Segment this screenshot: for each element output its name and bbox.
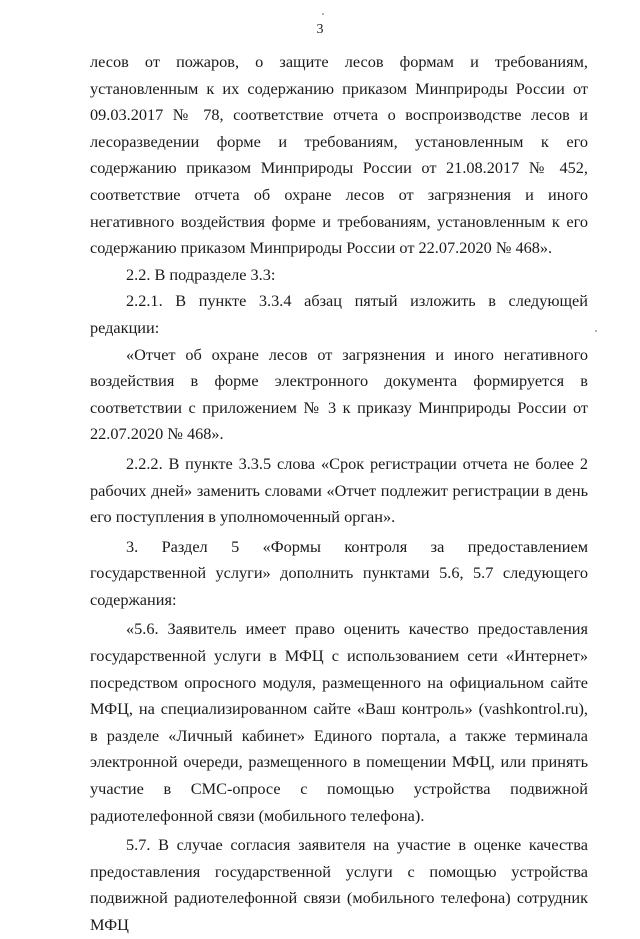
paragraph-2-2-1: 2.2.1. В пункте 3.3.4 абзац пятый изложить в следующей редакции: <box>90 291 588 337</box>
paragraph-continuation: лесов от пожаров, о защите лесов формам и требованиям, установленным к их содержанию приказом Минприроды России от 09.03.2017 № 78, соответствие отчета о воспроизводстве лесов и лесоразведении форме и требованиям, установленным к его содержанию приказом Минприроды России от 21.08.2017 № 452, соответствие отчета об охране лесов от загрязнения и иного негативного воздействия форме и требованиям, установленным к его содержанию приказом Минприроды России от 22.07.2020 № 468». <box>90 52 588 258</box>
scan-speck <box>595 330 597 332</box>
page-number: 3 <box>316 22 324 37</box>
document-body <box>90 49 588 939</box>
paragraph-2-2: 2.2. В подразделе 3.3: <box>126 264 276 284</box>
paragraph-5-7: 5.7. В случае согласия заявителя на участие в оценке качества предоставления государственной услуги с помощью устройства подвижной радиотелефонной связи (мобильного телефона) сотрудник МФЦ <box>90 835 588 934</box>
paragraph-3: 3. Раздел 5 «Формы контроля за предоставлением государственной услуги» дополнить пунктами 5.6, 5.7 следующего содержания: <box>90 536 588 609</box>
paragraph-quote-report: «Отчет об охране лесов от загрязнения и иного негативного воздействия в форме электронного документа формируется в соответствии с приложением № 3 к приказу Минприроды России от 22.07.2020 № 468». <box>90 344 588 444</box>
scan-speck <box>322 13 324 15</box>
paragraph-5-6: «5.6. Заявитель имеет право оценить качество предоставления государственной услуги в МФЦ с использованием сети «Интернет» посредством опросного модуля, размещенного на официальном сайте МФЦ, на специализированном сайте «Ваш контроль» (vashkontrol.ru), в разделе «Личный кабинет» Единого портала, а также терминала электронной очереди, размещенного в помещении МФЦ, или принять участие в СМС-опросе с помощью устройства подвижной радиотелефонной связи (мобильного телефона). <box>90 619 588 825</box>
paragraph-2-2-2: 2.2.2. В пункте 3.3.5 слова «Срок регистрации отчета не более 2 рабочих дней» заменить словами «Отчет подлежит регистрации в день его поступления в уполномоченный орган». <box>90 453 588 527</box>
